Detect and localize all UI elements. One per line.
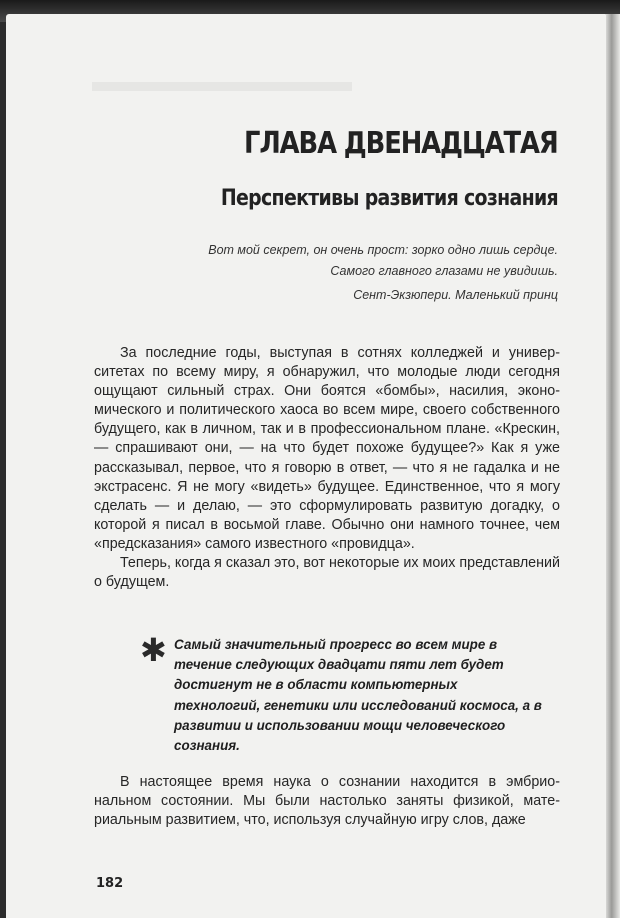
body-text-continued (94, 773, 560, 830)
epigraph-line-1: Вот мой секрет, он очень прост: зорко одно лишь сердце. (208, 243, 558, 257)
epigraph (138, 240, 558, 306)
paragraph-1: За последние годы, выступая в сотнях колледжей и университетах по всему миру, я обнаружил, что молодые люди сегодня ощущают сильный страх. Они боятся «бомбы», насилия, экономического и политического хаоса во всем мире, своего собственного будущего, как в личном, так и в профессиональном плане. «Крескин, — спрашивают они, — на что будет похоже будущее?» Как я уже рассказывал, первое, что я говорю в ответ, — что я не гадалка и не экстрасенс. Я не могу «видеть» будущее. Единственное, что я могу сделать — и делаю, — это сформулировать развитую догадку, о которой я писал в восьмой главе. Обычно они намного точнее, чем «предсказания» самого известного «провидца». (94, 345, 560, 552)
paragraph-2: Теперь, когда я сказал это, вот некоторые их моих представлений о будущем. (94, 555, 560, 591)
page-edge-shadow (606, 14, 620, 918)
page-number: 182 (96, 876, 124, 891)
highlight-statement: Самый значительный прогресс во всем мире в течение следующих двадцати пяти лет будет достигнут не в области компьютерных технологий, генетики или исследований космоса, а в развитии и использовании мощи человеческого сознания. (174, 637, 542, 754)
bleed-through-running-head (92, 82, 352, 91)
asterisk-icon: ✱ (140, 632, 167, 668)
body-text (94, 344, 560, 592)
paragraph-3: В настоящее время наука о сознании находится в эмбриональном состоянии. Мы были настолько заняты физикой, материальным развитием, что, используя случайную игру слов, даже (94, 774, 560, 829)
chapter-subtitle: Перспективы развития сознания (220, 186, 558, 211)
epigraph-source: Сент-Экзюпери. Маленький принц (353, 288, 558, 302)
epigraph-line-2: Самого главного глазами не увидишь. (330, 264, 558, 278)
chapter-title: ГЛАВА ДВЕНАДЦАТАЯ (244, 126, 558, 161)
